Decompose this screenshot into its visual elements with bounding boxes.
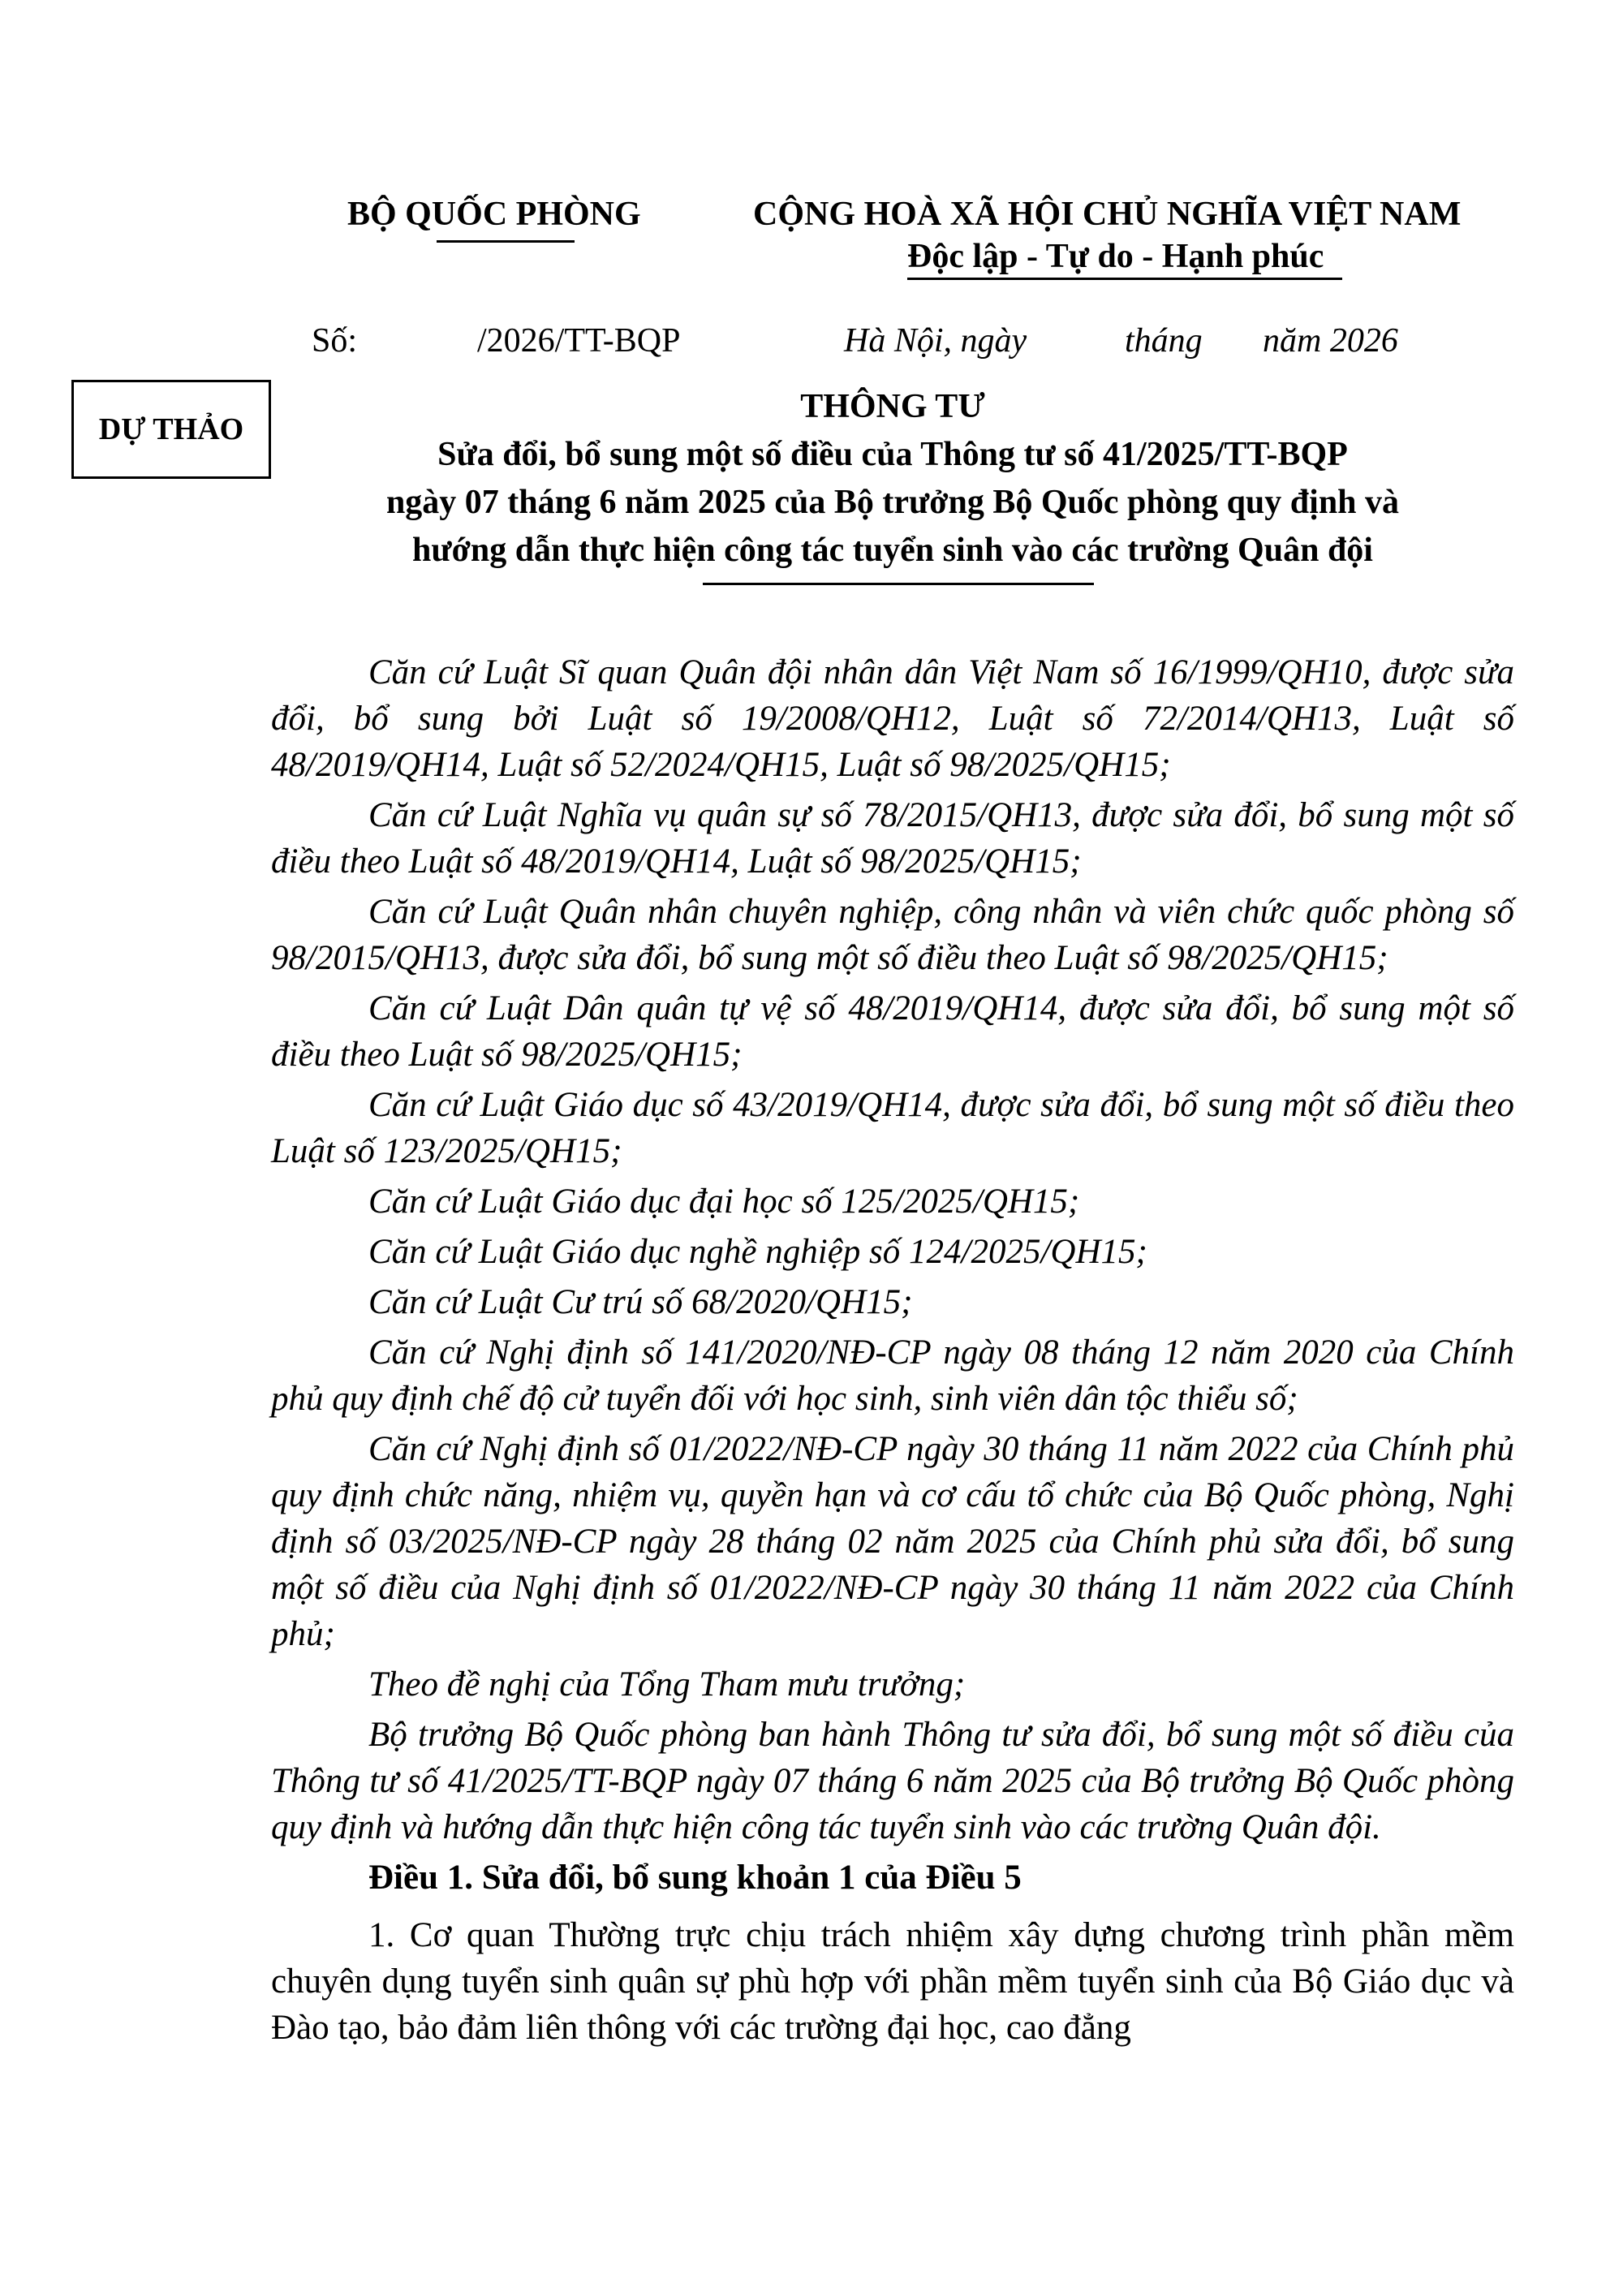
place-date: Hà Nội, ngày — [844, 322, 1027, 360]
article-1-heading: Điều 1. Sửa đổi, bổ sung khoản 1 của Điều 5 — [368, 1859, 1022, 1897]
document-body — [271, 649, 1514, 2055]
republic-name: CỘNG HOÀ XÃ HỘI CHỦ NGHĨA VIỆT NAM — [753, 196, 1462, 233]
preamble-item: Căn cứ Nghị định số 01/2022/NĐ-CP ngày 30 tháng 11 năm 2022 của Chính phủ quy định chức năng, nhiệm vụ, quyền hạn và cơ cấu tổ chức của Bộ Quốc phòng, Nghị định số 03/2025/NĐ-CP ngày 28 tháng 02 năm 2025 của Chính phủ sửa đổi, bổ sung một số điều của Nghị định số 01/2022/NĐ-CP ngày 30 tháng 11 năm 2022 của Chính phủ; — [271, 1430, 1514, 1653]
number-label: Số: — [312, 322, 358, 360]
preamble-item: Căn cứ Luật Cư trú số 68/2020/QH15; — [368, 1283, 913, 1321]
draft-stamp — [71, 380, 271, 479]
ministry-underline — [437, 240, 575, 243]
document-number: /2026/TT-BQP — [477, 322, 681, 360]
title-underline — [703, 583, 1094, 585]
document-title — [276, 383, 1509, 575]
ministry-name: BỘ QUỐC PHÒNG — [347, 196, 641, 233]
preamble-item: Bộ trưởng Bộ Quốc phòng ban hành Thông tư sửa đổi, bổ sung một số điều của Thông tư số 41/2025/TT-BQP ngày 07 tháng 6 năm 2025 của Bộ trưởng Bộ Quốc phòng quy định và hướng dẫn thực hiện công tác tuyển sinh vào các trường Quân đội. — [271, 1716, 1514, 1846]
date-year: năm 2026 — [1263, 322, 1398, 360]
date-month: tháng — [1125, 322, 1203, 360]
article-1-clause-1: 1. Cơ quan Thường trực chịu trách nhiệm xây dựng chương trình phần mềm chuyên dụng tuyển sinh quân sự phù hợp với phần mềm tuyển sinh của Bộ Giáo dục và Đào tạo, bảo đảm liên thông với các trường đại học, cao đẳng — [271, 1916, 1514, 2047]
title-line-3: hướng dẫn thực hiện công tác tuyển sinh vào các trường Quân đội — [412, 532, 1373, 569]
document-type: THÔNG TƯ — [800, 388, 985, 425]
preamble-item: Căn cứ Luật Sĩ quan Quân đội nhân dân Việt Nam số 16/1999/QH10, được sửa đổi, bổ sung bởi Luật số 19/2008/QH12, Luật số 72/2014/QH13, Luật số 48/2019/QH14, Luật số 52/2024/QH15, Luật số 98/2025/QH15; — [271, 653, 1514, 784]
preamble-item: Căn cứ Luật Giáo dục số 43/2019/QH14, được sửa đổi, bổ sung một số điều theo Luật số 123/2025/QH15; — [271, 1086, 1514, 1170]
preamble-item: Căn cứ Luật Quân nhân chuyên nghiệp, công nhân và viên chức quốc phòng số 98/2015/QH13, được sửa đổi, bổ sung một số điều theo Luật số 98/2025/QH15; — [271, 893, 1514, 977]
preamble-item: Theo đề nghị của Tổng Tham mưu trưởng; — [368, 1665, 966, 1704]
preamble-item: Căn cứ Luật Giáo dục đại học số 125/2025/QH15; — [368, 1182, 1080, 1221]
preamble-item: Căn cứ Luật Giáo dục nghề nghiệp số 124/2025/QH15; — [368, 1233, 1147, 1271]
motto-underline — [907, 278, 1342, 280]
national-motto: Độc lập - Tự do - Hạnh phúc — [907, 238, 1324, 275]
title-line-1: Sửa đổi, bổ sung một số điều của Thông tư số 41/2025/TT-BQP — [437, 436, 1348, 473]
preamble-item: Căn cứ Luật Nghĩa vụ quân sự số 78/2015/QH13, được sửa đổi, bổ sung một số điều theo Luật số 48/2019/QH14, Luật số 98/2025/QH15; — [271, 796, 1514, 881]
preamble-item: Căn cứ Nghị định số 141/2020/NĐ-CP ngày 08 tháng 12 năm 2020 của Chính phủ quy định chế độ cử tuyển đối với học sinh, sinh viên dân tộc thiểu số; — [271, 1333, 1514, 1418]
title-line-2: ngày 07 tháng 6 năm 2025 của Bộ trưởng Bộ Quốc phòng quy định và — [385, 484, 1400, 521]
preamble-item: Căn cứ Luật Dân quân tự vệ số 48/2019/QH14, được sửa đổi, bổ sung một số điều theo Luật số 98/2025/QH15; — [271, 989, 1514, 1074]
draft-label: DỰ THẢO — [98, 412, 244, 446]
